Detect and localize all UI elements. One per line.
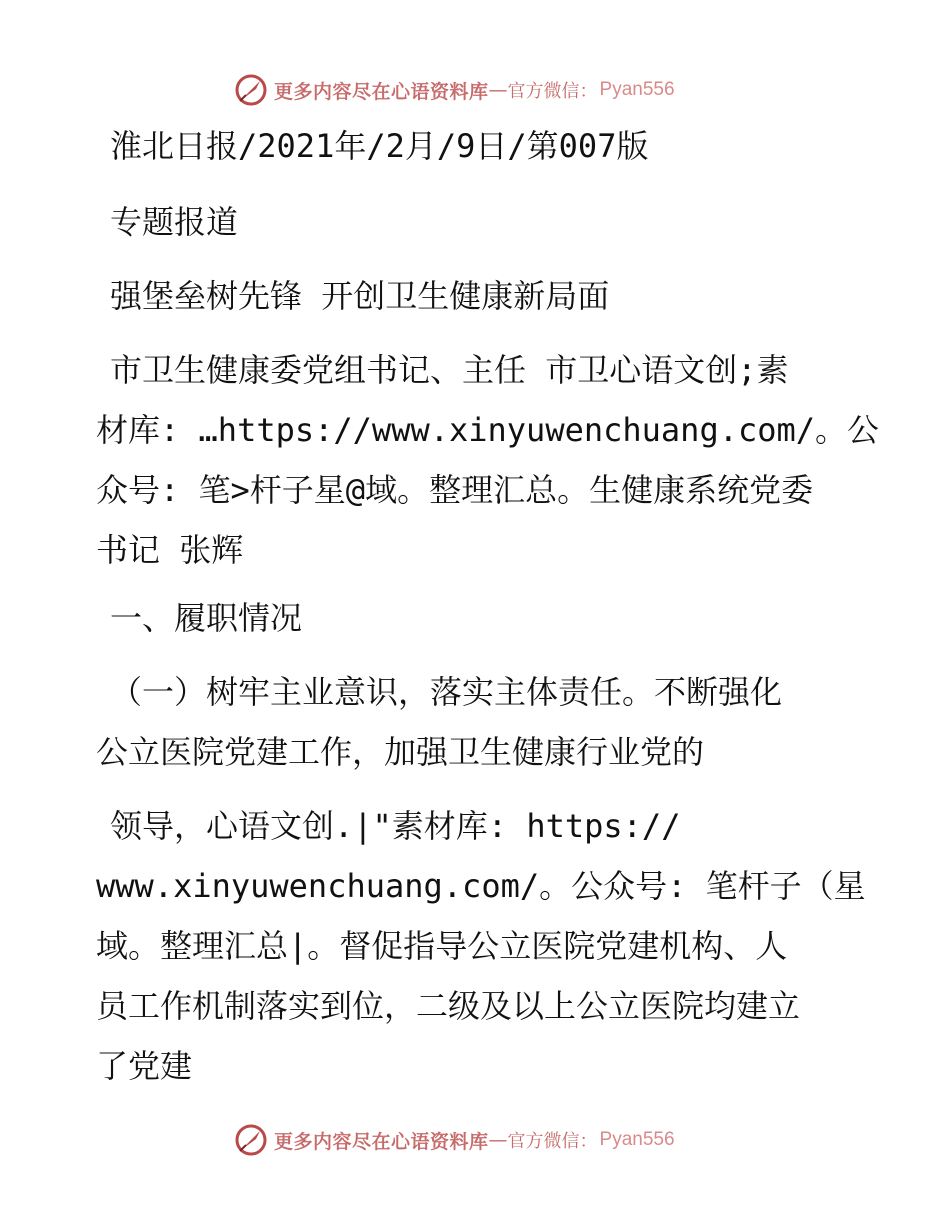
watermark-sub-text: 官方微信：: [507, 1131, 598, 1152]
watermark-banner-bottom: [234, 1122, 714, 1158]
heading-performance: [96, 588, 856, 648]
byline-line: 材库: …https://www.xinyuwenchuang.com/。公: [96, 411, 880, 449]
byline-line: 市卫生健康委党组书记、主任 市卫心语文创;素: [110, 351, 789, 389]
paragraph-line: www.xinyuwenchuang.com/。公众号: 笔杆子（星: [96, 867, 866, 905]
quill-logo-icon: [234, 1123, 268, 1157]
headline-text: 强堡垒树先锋 开创卫生健康新局面: [110, 277, 610, 315]
watermark-dash: —: [488, 79, 508, 101]
watermark-dash: —: [488, 1129, 508, 1151]
heading-performance-text: 一、履职情况: [110, 599, 303, 637]
paragraph-2: [96, 796, 866, 1096]
paragraph-line: （一）树牢主业意识，落实主体责任。不断强化: [110, 673, 783, 711]
paragraph-line: 领导，心语文创.|"素材库: https://: [110, 807, 681, 845]
watermark-banner-top: [234, 72, 714, 108]
quill-logo-icon: [234, 73, 268, 107]
watermark-main-text: 更多内容尽在心语资料库: [274, 80, 489, 103]
watermark-sub-text: 官方微信：: [507, 81, 598, 102]
section-label: [96, 192, 856, 252]
source-line-text: 淮北日报/2021年/2月/9日/第007版: [110, 127, 649, 165]
byline-paragraph: [96, 340, 880, 580]
paragraph-line: 域。整理汇总|。督促指导公立医院党建机构、人: [96, 927, 788, 965]
headline: [96, 266, 856, 326]
paragraph-line: 了党建: [96, 1047, 193, 1085]
paragraph-line: 公立医院党建工作，加强卫生健康行业党的: [96, 733, 705, 771]
watermark-wechat-id: Pyan556: [599, 79, 675, 100]
byline-line: 众号: 笔>杆子星@域。整理汇总。生健康系统党委: [96, 471, 814, 509]
section-label-text: 专题报道: [110, 203, 239, 241]
source-line: [96, 116, 856, 176]
watermark-main-text: 更多内容尽在心语资料库: [274, 1130, 489, 1153]
paragraph-line: 员工作机制落实到位，二级及以上公立医院均建立: [96, 987, 801, 1025]
byline-line: 书记 张辉: [96, 531, 244, 569]
paragraph-1: [96, 662, 856, 782]
watermark-wechat-id: Pyan556: [599, 1129, 675, 1150]
